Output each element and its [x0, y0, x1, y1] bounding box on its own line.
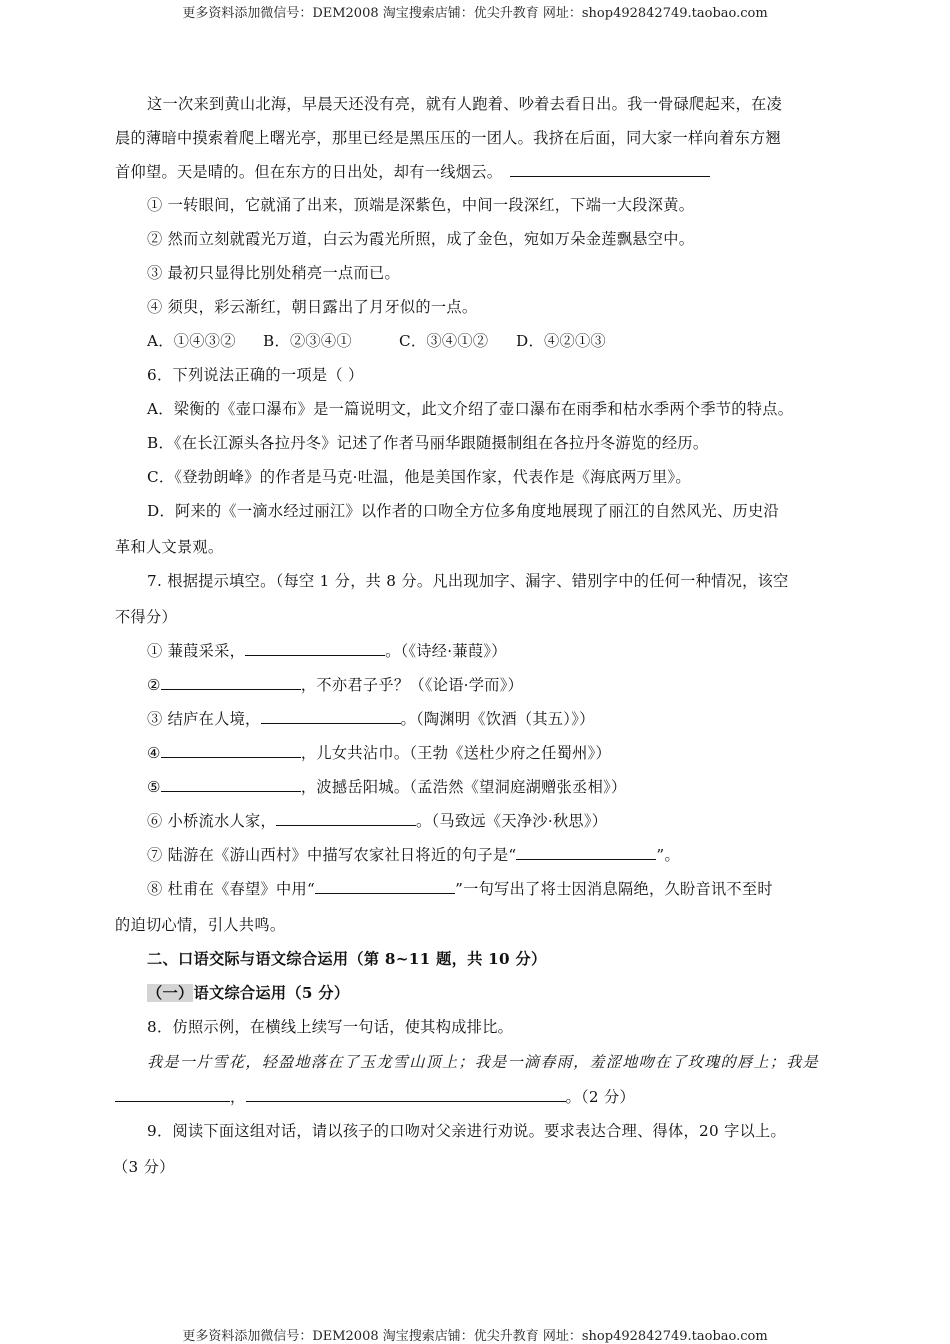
q8-comma: ， [230, 1088, 246, 1106]
q7-blank-3 [261, 708, 401, 724]
q7-item-5-prefix: ⑤ [147, 778, 161, 796]
q7-item-4-source: ，儿女共沾巾。（王勃《送杜少府之任蜀州》） [300, 744, 611, 762]
q7-item-8 [147, 878, 773, 899]
q7-blank-7 [516, 844, 656, 860]
q7-item-1 [147, 640, 507, 661]
q7-item-1-source: 。（《诗经·蒹葭》） [385, 642, 507, 660]
q8-example: 我是一片雪花，轻盈地落在了玉龙雪山顶上；我是一滴春雨，羞涩地吻在了玫瑰的唇上；我是 [147, 1053, 819, 1071]
q6-option-a: A．梁衡的《壶口瀑布》是一篇说明文，此文介绍了壶口瀑布在雨季和枯水季两个季节的特点。 [147, 400, 794, 418]
q7-blank-2 [161, 674, 301, 690]
q5-option-3: ③ 最初只显得比别处稍亮一点而已。 [147, 264, 400, 282]
q5-option-1: ① 一转眼间，它就涌了出来，顶端是深紫色，中间一段深红，下端一大段深黄。 [147, 196, 695, 214]
passage-answer-blank [510, 161, 710, 177]
q8-blank-2 [246, 1086, 566, 1102]
q9-stem-line-1: 9．阅读下面这组对话，请以孩子的口吻对父亲进行劝说。要求表达合理、得体，20 字以上。 [147, 1122, 787, 1140]
q8-score: 。（2 分） [565, 1088, 635, 1106]
passage-line-1: 这一次来到黄山北海，早晨天还没有亮，就有人跑着、吵着去看日出。我一骨碌爬起来，在凌 [147, 95, 782, 113]
section-2-title: 二、口语交际与语文综合运用（第 8~11 题，共 10 分） [147, 950, 547, 968]
q7-item-3 [147, 708, 595, 729]
q7-item-5-source: ，波撼岳阳城。（孟浩然《望洞庭湖赠张丞相》） [300, 778, 627, 796]
passage-line-3-text: 首仰望。天是晴的。但在东方的日出处，却有一线烟云。 [115, 163, 503, 181]
q7-item-2-prefix: ② [147, 676, 161, 694]
q8-answer-line [115, 1086, 635, 1107]
page-footer: 更多资料添加微信号：DEM2008 淘宝搜索店铺：优尖升教育 网址：shop492842749.taobao.com [182, 1329, 768, 1344]
q5-choice-a: A．①④③② [147, 332, 236, 350]
q7-item-4-prefix: ④ [147, 744, 161, 762]
q5-choice-d: D．④②①③ [516, 332, 606, 350]
q7-blank-8 [315, 878, 455, 894]
q7-item-2-source: ，不亦君子乎？（《论语·学而》） [300, 676, 524, 694]
q7-item-7 [147, 844, 680, 865]
page-header: 更多资料添加微信号：DEM2008 淘宝搜索店铺：优尖升教育 网址：shop492842749.taobao.com [182, 6, 768, 21]
q5-choice-c: C．③④①② [399, 332, 489, 350]
q7-item-3-prefix: ③ 结庐在人境， [147, 710, 261, 728]
q7-item-6-prefix: ⑥ 小桥流水人家， [147, 812, 277, 830]
q7-stem-line-1: 7. 根据提示填空。（每空 1 分，共 8 分。凡出现加字、漏字、错别字中的任何一种情况，该空 [147, 572, 789, 590]
q7-blank-6 [276, 810, 416, 826]
q7-blank-5 [161, 776, 301, 792]
q7-blank-4 [161, 742, 301, 758]
q6-stem: 6．下列说法正确的一项是（ ） [147, 366, 364, 384]
q7-item-6-source: 。（马致远《天净沙·秋思》） [416, 812, 608, 830]
q6-option-d-line-1: D．阿来的《一滴水经过丽江》以作者的口吻全方位多角度地展现了丽江的自然风光、历史沿 [147, 502, 779, 520]
section-2-subtitle [147, 982, 349, 1003]
section-2-sub-label: （一） [147, 984, 194, 1002]
q8-blank-1 [115, 1086, 230, 1102]
q5-option-2: ② 然而立刻就霞光万道，白云为霞光所照，成了金色，宛如万朵金莲飘悬空中。 [147, 230, 695, 248]
q7-item-8-continuation: 的迫切心情，引人共鸣。 [115, 916, 286, 934]
q7-item-8-prefix: ⑧ 杜甫在《春望》中用“ [147, 880, 316, 898]
q7-item-1-prefix: ① 蒹葭采采， [147, 642, 246, 660]
q6-option-c: C．《登勃朗峰》的作者是马克·吐温，他是美国作家，代表作是《海底两万里》。 [147, 468, 691, 486]
q7-blank-1 [245, 640, 385, 656]
q9-stem-line-2: （3 分） [113, 1158, 175, 1176]
passage-line-3 [115, 161, 710, 182]
q7-item-7-suffix: ”。 [656, 846, 680, 864]
q5-choice-b: B．②③④① [263, 332, 352, 350]
q5-option-4: ④ 须臾，彩云渐红，朝日露出了月牙似的一点。 [147, 298, 478, 316]
q7-item-7-prefix: ⑦ 陆游在《游山西村》中描写农家社日将近的句子是“ [147, 846, 517, 864]
q7-item-5 [147, 776, 626, 797]
q8-stem: 8．仿照示例，在横线上续写一句话，使其构成排比。 [147, 1018, 514, 1036]
q6-option-b: B．《在长江源头各拉丹冬》记述了作者马丽华跟随摄制组在各拉丹冬游览的经历。 [147, 434, 709, 452]
section-2-sub-text: 语文综合运用（5 分） [193, 984, 350, 1002]
q7-item-2 [147, 674, 523, 695]
q7-item-3-source: 。（陶渊明《饮酒（其五）》） [400, 710, 595, 728]
q6-option-d-line-2: 革和人文景观。 [115, 538, 224, 556]
q7-item-8-suffix: ”一句写出了将士因消息隔绝，久盼音讯不至时 [455, 880, 773, 898]
q7-item-4 [147, 742, 611, 763]
q7-stem-line-2: 不得分） [115, 608, 177, 626]
q7-item-6 [147, 810, 607, 831]
passage-line-2: 晨的薄暗中摸索着爬上曙光亭，那里已经是黑压压的一团人。我挤在后面，同大家一样向着东方翘 [115, 129, 781, 147]
